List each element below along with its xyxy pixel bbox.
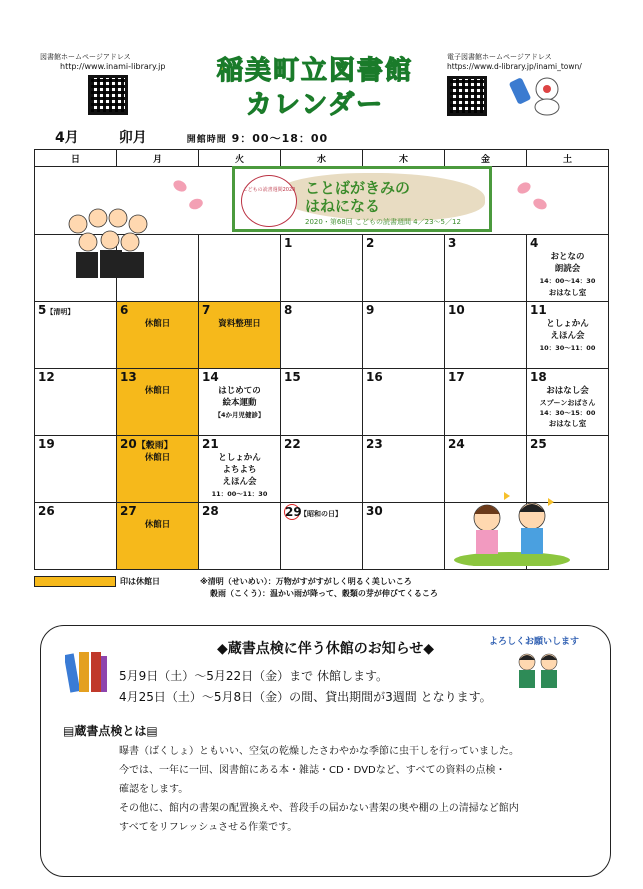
event-time: 14：00～14：30 [539,277,596,285]
notice-body [119,742,589,837]
solar-term-tag: 【清明】 [46,308,75,316]
reading-week-banner [232,166,492,232]
hours-label: 開館時間 [186,135,227,145]
weekday-tue: 火 [199,150,281,167]
kids-flowers-illustration-icon [452,488,572,566]
season-note-2: 穀雨（こくう）：温かい雨が降って、穀類の芽が伸びてくるころ [210,589,438,598]
hours-value: 9：00～18：00 [231,132,329,145]
weekday-wed: 水 [281,150,363,167]
day-number: 24 [448,437,465,451]
book-icon: ▤ [146,724,158,738]
day-number: 14 [202,370,219,384]
notice-lines [119,666,492,708]
event-line: 絵本運動 [222,398,257,408]
day-number: 13 [120,370,137,384]
day-number: 8 [284,303,293,317]
month-old-name: 卯月 [118,130,147,146]
day-cell [35,369,117,436]
solar-term-notes [200,576,438,600]
day-number [117,436,198,452]
day-number: 4 [530,236,539,250]
closed-label: 休館日 [144,319,171,329]
weekday-sun: 日 [35,150,117,167]
event-place: おはなし室 [548,288,587,297]
day-cell [199,503,281,570]
notice-body-line: 曝書（ばくしょ）ともいい、空気の乾燥したさわやかな季節に虫干しを行っていました。 [119,746,519,757]
students-illustration-icon [58,200,158,280]
page-title [205,54,425,122]
season-note-1: ※清明（せいめい）：万物がすがすがしく明るく美しいころ [200,577,412,586]
book-icon: ▤ [63,724,75,738]
legend [34,576,160,587]
library-qr-icon[interactable] [88,75,128,115]
day-cell [363,235,445,302]
closed-day-cell [117,503,199,570]
day-number: 18 [530,370,547,384]
day-number: 26 [38,504,55,518]
library-url-label: 図書館ホームページアドレス [40,53,131,61]
event-line: よちよち [222,465,257,475]
day-number: 23 [366,437,383,451]
banner-line1: ことばがきみの [305,179,411,197]
day-cell [363,436,445,503]
solar-term-tag: 【穀雨】 [136,441,173,451]
event-time: 14：30～15：00 [539,409,596,417]
weekday-sat: 土 [527,150,609,167]
day-cell [445,302,527,369]
event-note: 【4か月児健診】 [214,411,265,419]
day-cell [281,503,363,570]
notice-subheading-text: 蔵書点検とは [74,724,147,738]
title-line1: 稲美町立図書館 [216,56,413,86]
day-cell [363,302,445,369]
month-label: 4月 [55,130,79,146]
day-number: 7 [202,303,211,317]
event-text: おはなし会 [546,386,589,396]
day-cell [199,369,281,436]
legend-text: 印は休館日 [120,577,160,586]
day-number: 1 [284,236,293,250]
petals-left-icon [170,176,210,216]
closed-day-cell [117,436,199,503]
notice-body-line: 確認をします。 [119,784,189,795]
day-cell [363,369,445,436]
library-url[interactable]: http://www.inami-library.jp [60,62,166,71]
day-cell [445,369,527,436]
day-number: 25 [530,437,547,451]
day-number: 11 [530,303,547,317]
month-row [55,127,328,147]
event-time: 11：00～11：30 [211,490,268,498]
event-line: としょかん [218,453,261,463]
day-cell [199,436,281,503]
notice-line-1: 5月9日（土）～5月22日（金）まで 休館します。 [119,669,389,683]
day-number: 19 [38,437,55,451]
day-number-text: 5 [38,303,47,317]
week-row [35,369,609,436]
elibrary-url-label: 電子図書館ホームページアドレス [447,53,552,61]
notice-greeting: よろしくお願いします [489,637,580,647]
day-cell [445,235,527,302]
holiday-circle: 29 [285,505,302,519]
phone-mascot-icon [497,71,567,117]
banner-line2: はねになる [305,197,381,215]
banner-line3: 2020・第68回 こどもの読書週間 4／23～5／12 [305,218,461,226]
library-url-block [40,52,190,115]
notice-body-line: その他に、館内の書架の配置換えや、普段手の届かない書架の奥や棚の上の清掃など館内 [119,803,519,814]
closed-label: 休館日 [144,386,171,396]
empty-cell [199,235,281,302]
closed-label: 休館日 [144,520,171,530]
week-row [35,302,609,369]
event-line: 朗読会 [554,264,581,274]
day-number: 3 [448,236,457,250]
day-cell [281,302,363,369]
event-text [199,452,280,488]
day-number: 12 [38,370,55,384]
day-cell [281,436,363,503]
event-line: えほん会 [550,331,585,341]
petals-right-icon [512,178,552,218]
closed-day-cell [117,302,199,369]
event-time: 10：30～11：00 [539,344,596,352]
day-number: 21 [202,437,219,451]
day-number: 10 [448,303,465,317]
event-line: はじめての [218,386,261,396]
day-number: 17 [448,370,465,384]
elibrary-url[interactable]: https://www.d-library.jp/inami_town/ [447,62,582,71]
day-number: 22 [284,437,301,451]
notice-title: ◆蔵書点検に伴う休館のお知らせ◆ [216,641,435,657]
closed-day-cell [199,302,281,369]
closure-notice [40,625,611,877]
event-line: としょかん [546,319,589,329]
day-cell [35,503,117,570]
day-number: 28 [202,504,219,518]
closed-label: 休館日 [144,453,171,463]
weekday-header [35,150,609,167]
day-cell [35,302,117,369]
day-cell [527,302,609,369]
notice-subheading [63,722,158,739]
day-number-text: 20 [120,437,137,451]
event-text [199,385,280,409]
event-line: えほん会 [222,477,257,487]
notice-body-line: 今では、一年に一回、図書館にある本・雑誌・CD・DVDなど、すべての資料の点検・ [119,765,506,776]
closed-label: 資料整理日 [218,319,261,329]
title-line2: カレンダー [245,90,385,120]
staff-illustration-icon [513,650,563,690]
day-number [281,503,362,521]
hours-block [187,130,328,146]
day-cell [363,503,445,570]
reading-week-badge: こどもの読書週間2020 [241,175,297,227]
day-cell [527,369,609,436]
day-cell [527,235,609,302]
event-text [527,318,608,342]
day-number: 9 [366,303,375,317]
day-cell [281,369,363,436]
event-place: おはなし室 [548,419,587,428]
notice-line-2: 4月25日（土）～5月8日（金）の間、貸出期間が3週間 となります。 [119,690,492,704]
closed-swatch [34,576,116,587]
event-line: おとなの [550,252,585,262]
day-number: 27 [120,504,137,518]
day-number: 30 [366,504,383,518]
event-sub: スプーンおばさん [539,399,596,407]
day-number: 15 [284,370,301,384]
weekday-fri: 金 [445,150,527,167]
closed-day-cell [117,369,199,436]
day-cell [281,235,363,302]
elibrary-url-block [447,52,627,117]
elibrary-qr-icon[interactable] [447,76,487,116]
notice-body-line: すべてをリフレッシュさせる作業です。 [119,822,298,833]
weekday-mon: 月 [117,150,199,167]
day-number: 6 [120,303,129,317]
day-number [35,302,116,318]
event-text [527,251,608,275]
day-cell [35,436,117,503]
day-number: 16 [366,370,383,384]
weekday-thu: 木 [363,150,445,167]
holiday-tag: 【昭和の日】 [300,510,342,518]
day-number: 2 [366,236,375,250]
